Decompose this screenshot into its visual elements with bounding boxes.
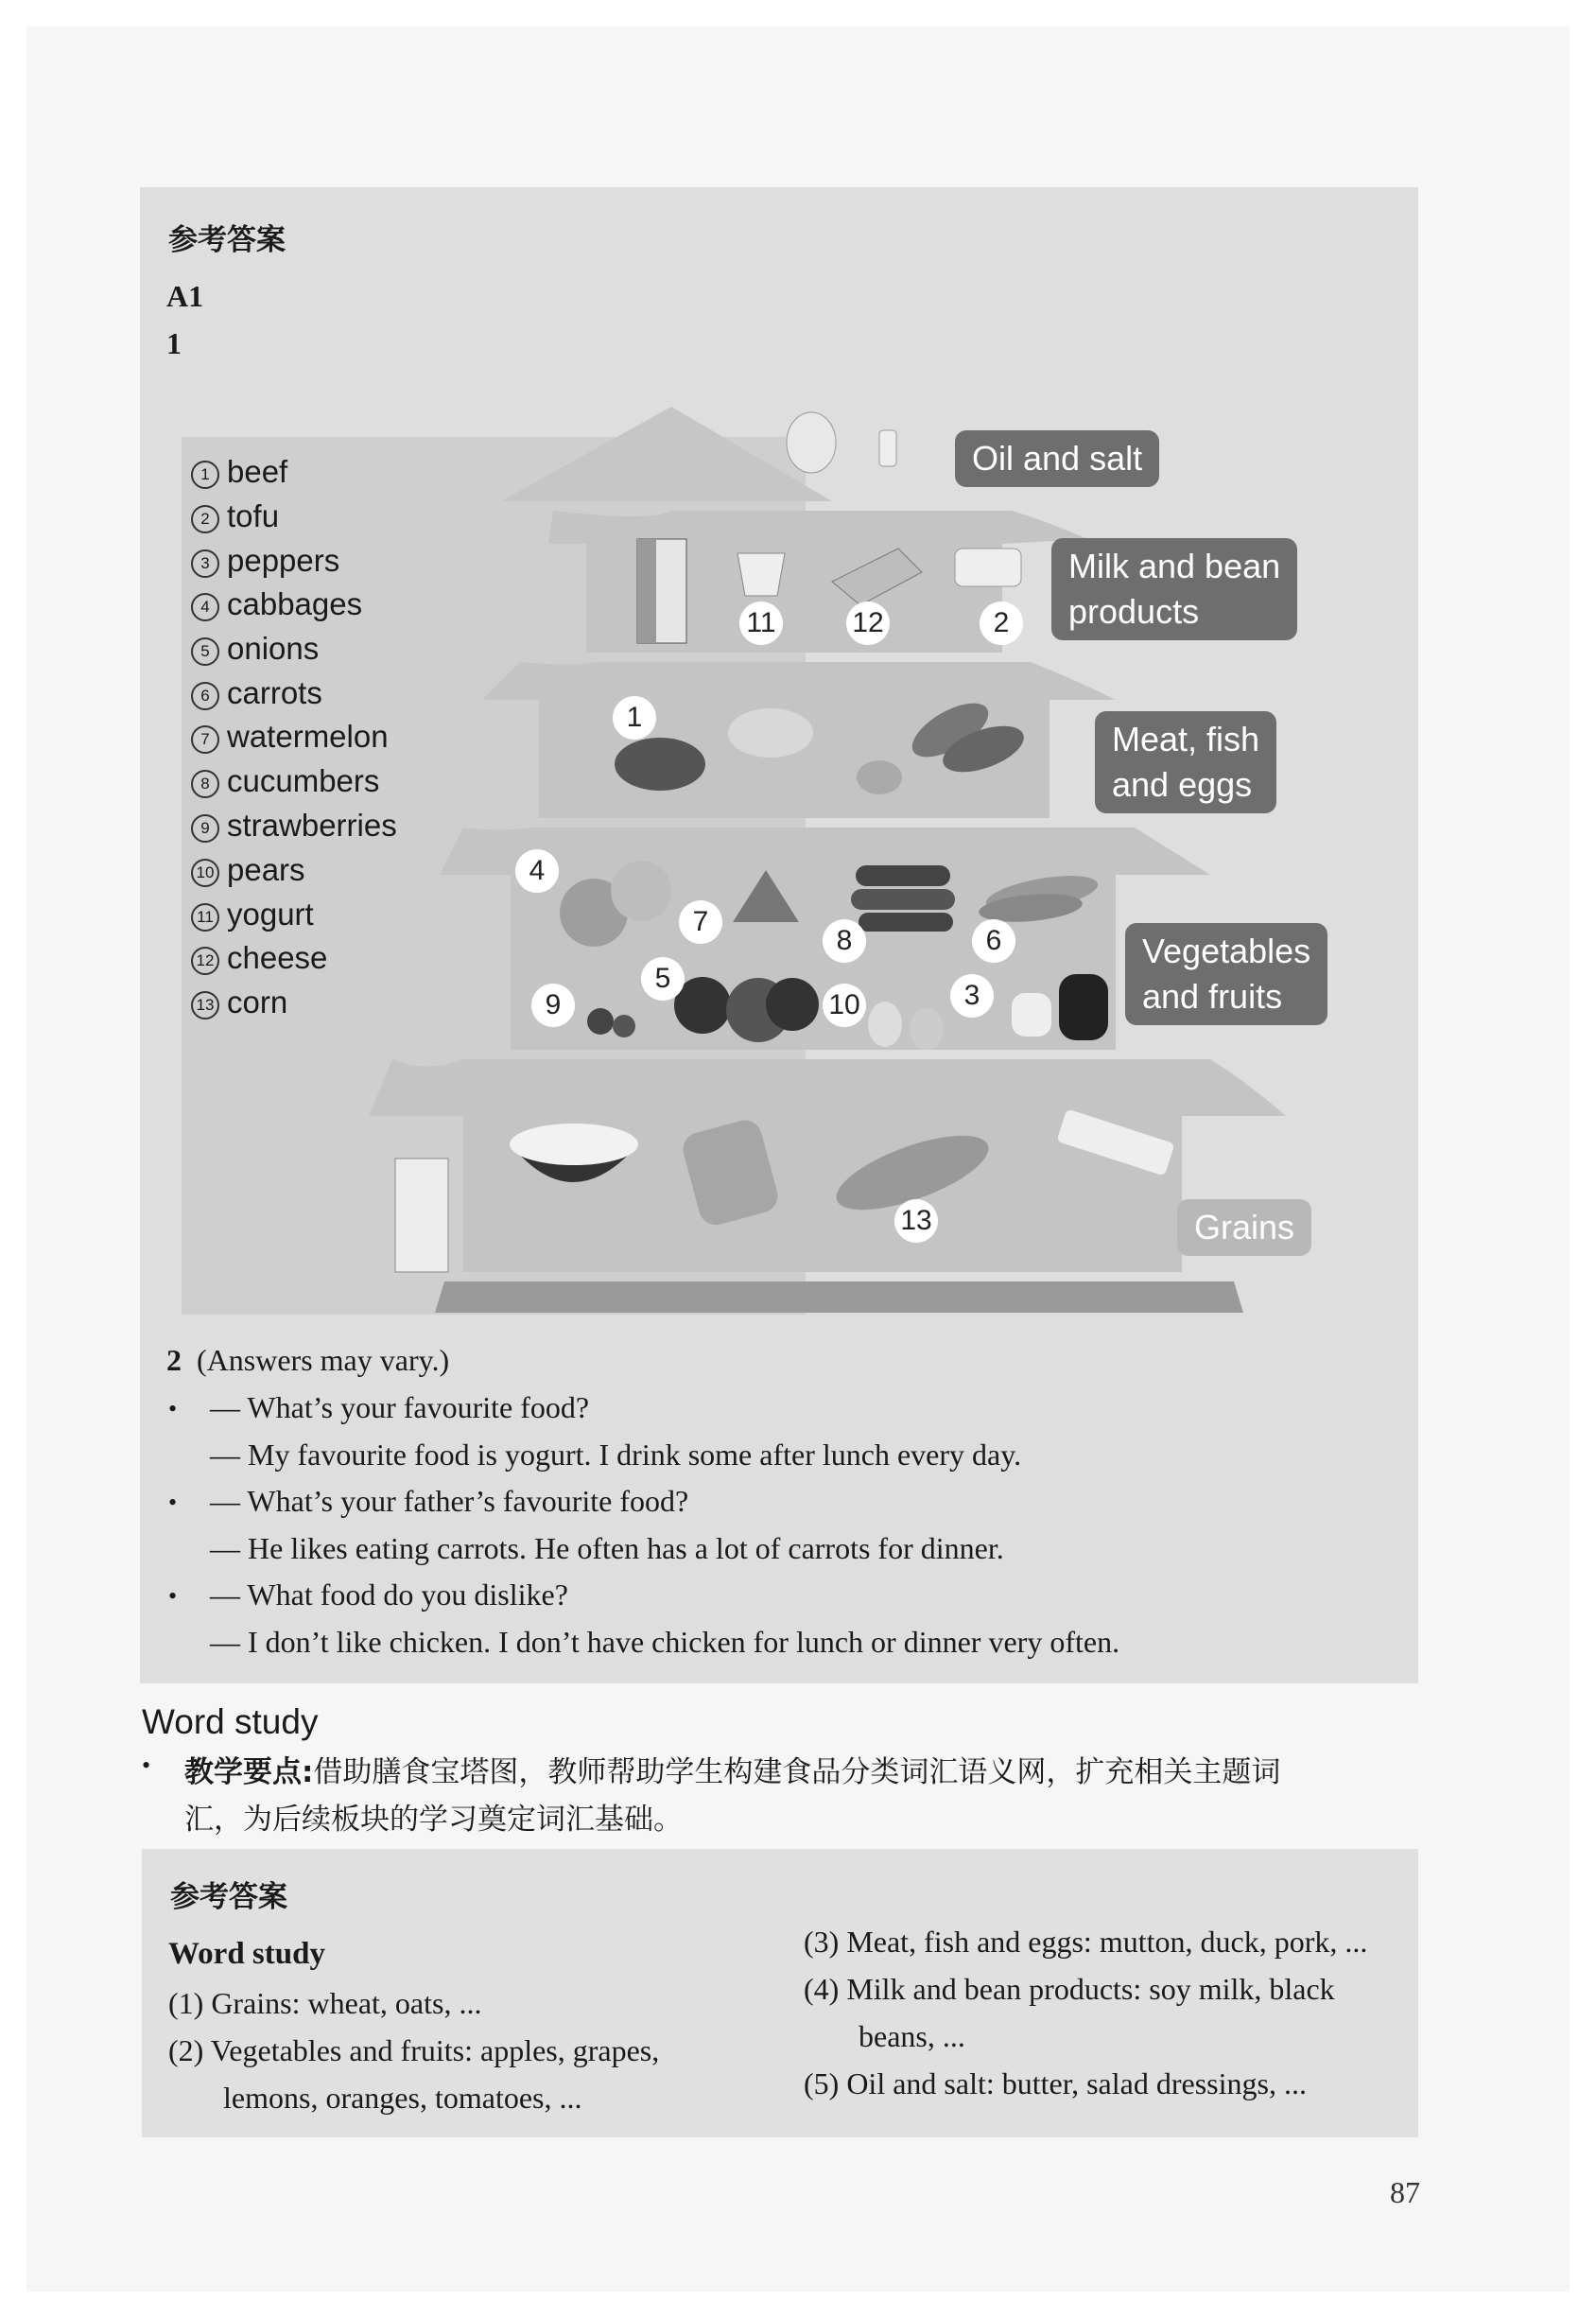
vocab-item — [191, 808, 397, 844]
vocab-number: 3 — [191, 549, 219, 578]
answer-item: (2) Vegetables and fruits: apples, grapes, — [168, 2033, 660, 2067]
vocab-word: peppers — [227, 543, 340, 578]
pyramid-number: 12 — [846, 601, 890, 645]
vocab-word: cheese — [227, 940, 328, 975]
answer-item-continued: beans, ... — [859, 2019, 965, 2053]
dialogue-line: — What’s your father’s favourite food? — [210, 1484, 689, 1518]
teaching-point-label: 教学要点: — [184, 1755, 314, 1789]
answer-item-continued: lemons, oranges, tomatoes, ... — [223, 2081, 582, 2115]
dialogue-line: — What food do you dislike? — [210, 1577, 568, 1612]
pyramid-number: 10 — [823, 984, 866, 1027]
vocab-number: 5 — [191, 637, 219, 666]
part2-note: (Answers may vary.) — [197, 1343, 450, 1377]
label-milk-bean — [1051, 538, 1297, 640]
vocab-item — [191, 985, 287, 1020]
dialogue-line: — He likes eating carrots. He often has a lot of carrots for dinner. — [210, 1531, 1004, 1565]
pyramid-number: 8 — [823, 919, 866, 963]
dialogue-line: — My favourite food is yogurt. I drink some after lunch every day. — [210, 1438, 1022, 1472]
teaching-point-continued: 汇，为后续板块的学习奠定词汇基础。 — [184, 1803, 683, 1837]
vocab-word: watermelon — [227, 719, 389, 754]
vocab-word: cabbages — [227, 586, 363, 621]
pyramid-number: 2 — [980, 601, 1023, 645]
vocab-item — [191, 543, 339, 579]
vocab-word: tofu — [227, 498, 280, 533]
vocab-number: 9 — [191, 814, 219, 843]
vocab-item — [191, 498, 279, 534]
vocab-number: 11 — [191, 903, 219, 932]
bullet-dot: • — [168, 1582, 178, 1610]
label-grains-text: Grains — [1194, 1208, 1295, 1246]
vocab-word: corn — [227, 985, 288, 1020]
vocab-item — [191, 675, 322, 711]
answer-item: (1) Grains: wheat, oats, ... — [168, 1986, 482, 2020]
vocab-word: strawberries — [227, 808, 397, 843]
teaching-point-text: 借助膳食宝塔图，教师帮助学生构建食品分类词汇语义网，扩充相关主题词 — [313, 1755, 1281, 1789]
pyramid-number: 11 — [739, 601, 783, 645]
answer-heading-bottom: 参考答案 — [170, 1880, 287, 1914]
vocab-word: onions — [227, 631, 320, 666]
vocab-item — [191, 852, 305, 888]
vocab-item — [191, 940, 327, 976]
pyramid-number: 3 — [950, 974, 994, 1018]
section-label-1: 1 — [166, 326, 182, 360]
vocab-word: yogurt — [227, 897, 314, 932]
label-meat-fish — [1095, 711, 1276, 813]
pyramid-number: 4 — [515, 849, 559, 893]
vocab-word: cucumbers — [227, 763, 380, 798]
part2-header — [166, 1343, 449, 1378]
food-pyramid-diagram — [180, 378, 1305, 1324]
vocab-item — [191, 454, 287, 490]
vocab-number: 8 — [191, 770, 219, 798]
label-veg-line2: and fruits — [1142, 977, 1283, 1016]
pyramid-number: 6 — [972, 919, 1015, 963]
label-veg-line1: Vegetables — [1142, 932, 1311, 970]
vocab-word: beef — [227, 454, 288, 489]
bullet-dot: • — [168, 1395, 178, 1422]
label-vegetables-fruits — [1125, 923, 1327, 1025]
label-meat-line1: Meat, fish — [1112, 720, 1260, 758]
word-study-subtitle: Word study — [168, 1937, 325, 1971]
vocab-number: 2 — [191, 505, 219, 533]
pyramid-number: 7 — [679, 900, 722, 944]
bullet-dot: • — [142, 1752, 151, 1779]
label-oil-salt-text: Oil and salt — [972, 439, 1143, 478]
pyramid-number: 1 — [613, 696, 656, 740]
part2-number: 2 — [166, 1343, 182, 1377]
label-oil-salt — [955, 430, 1159, 487]
label-milk-bean-line2: products — [1068, 592, 1200, 631]
vocab-item — [191, 719, 389, 755]
section-label-a1: A1 — [166, 279, 204, 313]
answer-item: (5) Oil and salt: butter, salad dressings, ... — [804, 2066, 1307, 2100]
vocab-item — [191, 897, 314, 932]
pyramid-base — [435, 1281, 1243, 1313]
vocab-number: 12 — [191, 947, 219, 975]
page-number: 87 — [1390, 2175, 1420, 2209]
vocab-number: 10 — [191, 859, 219, 887]
label-grains — [1177, 1199, 1311, 1256]
bullet-dot: • — [168, 1489, 178, 1516]
dialogue-line: — What’s your favourite food? — [210, 1390, 590, 1424]
vocab-number: 1 — [191, 461, 219, 489]
teaching-point — [184, 1748, 1280, 1790]
vocab-word: carrots — [227, 675, 322, 710]
answer-item: (4) Milk and bean products: soy milk, black — [804, 1972, 1335, 2006]
vocab-item — [191, 763, 379, 799]
vocab-number: 7 — [191, 725, 219, 754]
dialogue-line: — I don’t like chicken. I don’t have chicken for lunch or dinner very often. — [210, 1625, 1120, 1659]
label-milk-bean-line1: Milk and bean — [1068, 547, 1281, 585]
vocab-item — [191, 586, 362, 622]
word-study-title: Word study — [142, 1702, 319, 1741]
vocab-number: 6 — [191, 682, 219, 710]
vocab-number: 13 — [191, 991, 219, 1020]
pyramid-number: 5 — [641, 957, 685, 1001]
vocab-item — [191, 631, 319, 667]
pyramid-number: 9 — [531, 984, 575, 1027]
answer-heading: 参考答案 — [168, 223, 286, 257]
vocab-word: pears — [227, 852, 305, 887]
vocab-number: 4 — [191, 593, 219, 621]
answer-item: (3) Meat, fish and eggs: mutton, duck, pork, ... — [804, 1925, 1368, 1959]
label-meat-line2: and eggs — [1112, 765, 1253, 804]
pyramid-number: 13 — [894, 1199, 938, 1243]
